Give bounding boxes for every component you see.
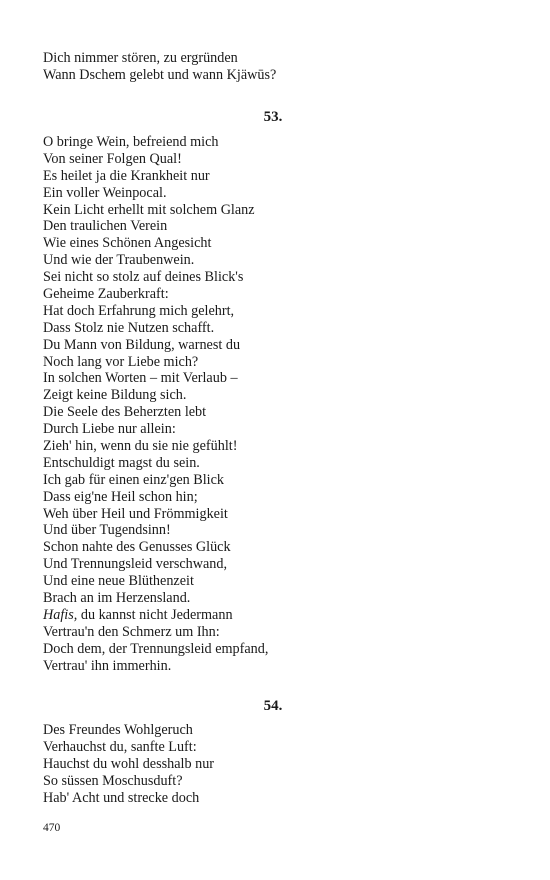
verse-line: Schon nahte des Genusses Glück [43,539,231,556]
verse-line: Verhauchst du, sanfte Luft: [43,738,197,755]
verse-line: Den traulichen Verein [43,218,168,235]
verse-line: Dass eig'ne Heil schon hin; [43,488,198,505]
poem-number-54: 54. [263,698,283,714]
author-name-hafis: Hafis, [43,606,78,623]
verse-line: Du Mann von Bildung, warnest du [43,336,241,353]
verse-line: Dich nimmer stören, zu ergründen [43,50,238,66]
verse-line: Des Freundes Wohlgeruch [43,722,193,738]
verse-line: Durch Liebe nur allein: [43,421,176,438]
verse-line: In solchen Worten – mit Verlaub – [43,370,238,387]
verse-line: Hat doch Erfahrung mich gelehrt, [43,302,235,319]
verse-line-hafis [43,607,503,624]
verse-line-rest: du kannst nicht Jedermann [77,606,233,623]
verse-line: Zeigt keine Bildung sich. [43,387,187,404]
verse-line: Und eine neue Blüthenzeit [43,573,194,590]
verse-line: Vertrau'n den Schmerz um Ihn: [43,623,220,640]
page-number: 470 [43,822,61,834]
verse-line: Brach an im Herzensland. [43,590,191,607]
verse-line: Kein Licht erhellt mit solchem Glanz [43,201,255,218]
verse-line: Vertrau' ihn immerhin. [43,657,172,674]
poem-52-ending [43,50,503,84]
verse-line: Und Trennungsleid verschwand, [43,556,228,573]
verse-line: Ich gab für einen einz'gen Blick [43,471,225,488]
verse-line: Geheime Zauberkraft: [43,286,169,303]
verse-line: Dass Stolz nie Nutzen schafft. [43,319,215,336]
verse-line: Hab' Acht und strecke doch [43,789,200,806]
verse-line: Wie eines Schönen Angesicht [43,235,212,252]
verse-line: Zieh' hin, wenn du sie nie gefühlt! [43,438,238,455]
verse-line: Weh über Heil und Frömmigkeit [43,505,228,522]
verse-line: So süssen Moschusduft? [43,772,183,789]
verse-line: Und wie der Traubenwein. [43,252,195,269]
verse-line: Entschuldigt magst du sein. [43,454,200,471]
verse-line: Sei nicht so stolz auf deines Blick's [43,269,244,286]
verse-line: Es heilet ja die Krankheit nur [43,167,210,184]
verse-line: Ein voller Weinpocal. [43,184,167,201]
poem-53-body [43,134,503,675]
verse-line: O bringe Wein, befreiend mich [43,134,219,150]
verse-line: Die Seele des Beherzten lebt [43,404,207,421]
verse-line: Hauchst du wohl desshalb nur [43,755,215,772]
verse-line: Noch lang vor Liebe mich? [43,353,199,370]
verse-line: Doch dem, der Trennungsleid empfand, [43,640,269,657]
poem-54-body [43,722,503,806]
verse-line: Von seiner Folgen Qual! [43,150,182,167]
verse-line: Wann Dschem gelebt und wann Kjäwūs? [43,66,277,83]
verse-line: Und über Tugendsinn! [43,522,171,539]
poem-number-53: 53. [263,109,283,125]
